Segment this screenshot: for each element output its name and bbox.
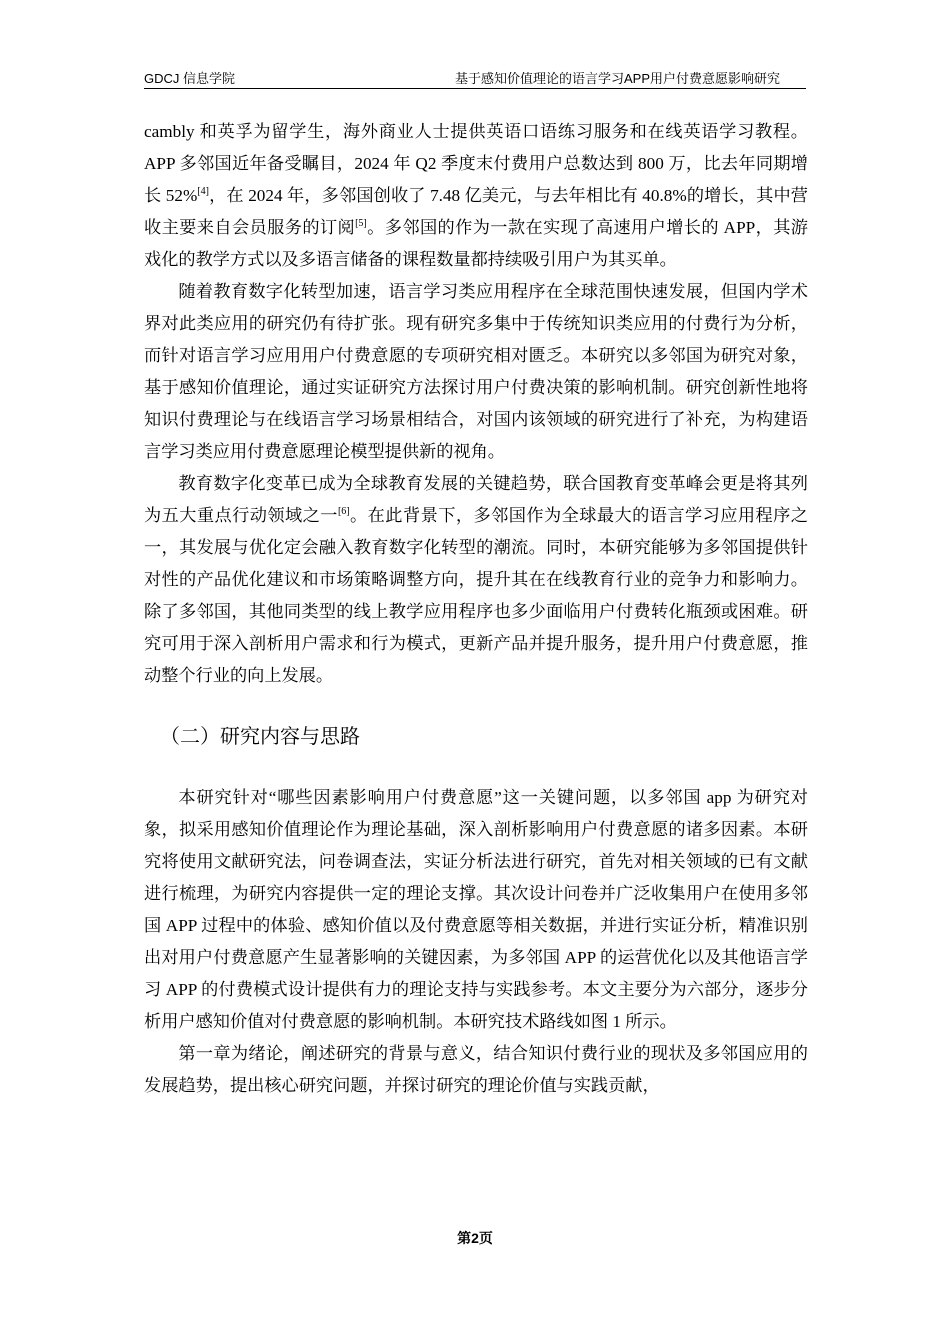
header-institution: GDCJ 信息学院 xyxy=(144,71,236,86)
paragraph-text: cambly 和英孚为留学生，海外商业人士提供英语口语练习服务和在线英语学习教程。APP 多邻国近年备受瞩目，2024 年 Q2 季度末付费用户总数达到 800 万，比去年同期增长 52% xyxy=(144,122,808,205)
header-paper-title: 基于感知价值理论的语言学习APP用户付费意愿影响研究 xyxy=(454,71,780,86)
page-body xyxy=(144,116,808,1102)
page-header xyxy=(144,66,806,89)
section-heading: （二）研究内容与思路 xyxy=(160,726,360,748)
paragraph-continuation xyxy=(144,116,808,276)
paragraph-research-gap: 随着教育数字化转型加速，语言学习类应用程序在全球范围快速发展，但国内学术界对此类应用的研究仍有待扩张。现有研究多集中于传统知识类应用的付费行为分析，而针对语言学习应用用户付费意愿的专项研究相对匮乏。本研究以多邻国为研究对象，基于感知价值理论，通过实证研究方法探讨用户付费决策的影响机制。研究创新性地将知识付费理论与在线语言学习场景相结合，对国内该领域的研究进行了补充，为构建语言学习类应用付费意愿理论模型提供新的视角。 xyxy=(144,282,808,461)
paragraph-chapter-one: 第一章为绪论，阐述研究的背景与意义，结合知识付费行业的现状及多邻国应用的发展趋势，提出核心研究问题，并探讨研究的理论价值与实践贡献， xyxy=(144,1044,808,1095)
citation-ref: [6] xyxy=(337,506,350,517)
citation-ref: [4] xyxy=(197,186,209,197)
paragraph-research-content: 本研究针对“哪些因素影响用户付费意愿”这一关键问题，以多邻国 app 为研究对象，拟采用感知价值理论作为理论基础，深入剖析影响用户付费意愿的诸多因素。本研究将使用文献研究法，问卷调查法，实证分析法进行研究，首先对相关领域的已有文献进行梳理，为研究内容提供一定的理论支撑。其次设计问卷并广泛收集用户在使用多邻国 APP 过程中的体验、感知价值以及付费意愿等相关数据，并进行实证分析，精准识别出对用户付费意愿产生显著影响的关键因素，为多邻国 APP 的运营优化以及其他语言学习 APP 的付费模式设计提供有力的理论支持与实践参考。本文主要分为六部分，逐步分析用户感知价值对付费意愿的影响机制。本研究技术路线如图 1 所示。 xyxy=(144,788,808,1031)
paragraph-text: 。在此背景下，多邻国作为全球最大的语言学习应用程序之一，其发展与优化定会融入教育数字化转型的潮流。同时，本研究能够为多邻国提供针对性的产品优化建议和市场策略调整方向，提升其在在线教育行业的竞争力和影响力。除了多邻国，其他同类型的线上教学应用程序也多少面临用户付费转化瓶颈或困难。研究可用于深入剖析用户需求和行为模式，更新产品并提升服务，提升用户付费意愿，推动整个行业的向上发展。 xyxy=(144,506,808,685)
paragraph-text: 教育数字化变革已成为全球教育发展的关键趋势，联合国教育变革峰会更是将其列为五大重点行动领域之一 xyxy=(144,474,808,525)
paragraph-text: ，在 2024 年，多邻国创收了 7.48 亿美元，与去年相比有 40.8%的增长，其中营收主要来自会员服务的订阅 xyxy=(144,186,808,237)
page-number: 第2页 xyxy=(457,1230,493,1246)
paragraph-significance xyxy=(144,468,808,692)
paragraph-text: 。多邻国的作为一款在实现了高速用户增长的 APP，其游戏化的教学方式以及多语言储备的课程数量都持续吸引用户为其买单。 xyxy=(144,218,808,269)
citation-ref: [5] xyxy=(355,218,367,229)
